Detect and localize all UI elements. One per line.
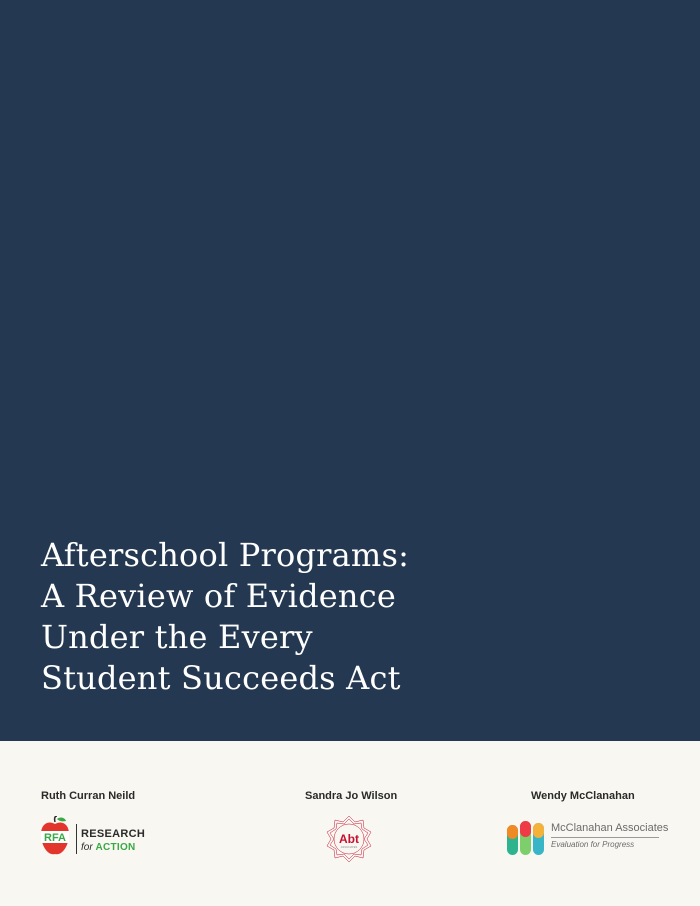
rfa-logo-line2 [81,842,136,853]
abt-mark-text: Abt [339,832,359,846]
mcclanahan-name: McClanahan Associates [551,822,669,834]
mcclanahan-associates-logo [506,817,669,859]
apple-icon [40,816,70,858]
authors-footer [0,741,700,906]
rfa-logo-action: ACTION [95,842,136,853]
title-line-1: Afterschool Programs: [41,536,410,574]
mcclanahan-mark-icon [506,819,546,857]
logo-divider [76,824,77,854]
rfa-mark-text: RFA [44,832,66,844]
abt-sub-text: ASSOCIATES [340,846,358,849]
title-line-2: A Review of Evidence [41,577,396,615]
abt-associates-logo [324,814,374,864]
rfa-logo-for: for [81,842,93,853]
report-title [41,535,661,699]
author-name: Wendy McClanahan [531,790,635,802]
author-name: Ruth Curran Neild [41,790,136,802]
logo-divider [551,837,659,838]
research-for-action-logo [40,816,150,860]
title-line-3: Under the Every [41,618,313,656]
author-name: Sandra Jo Wilson [305,790,398,802]
mcclanahan-tagline: Evaluation for Progress [551,840,635,849]
title-line-4: Student Succeeds Act [41,659,401,697]
rfa-logo-line1: RESEARCH [81,828,146,840]
